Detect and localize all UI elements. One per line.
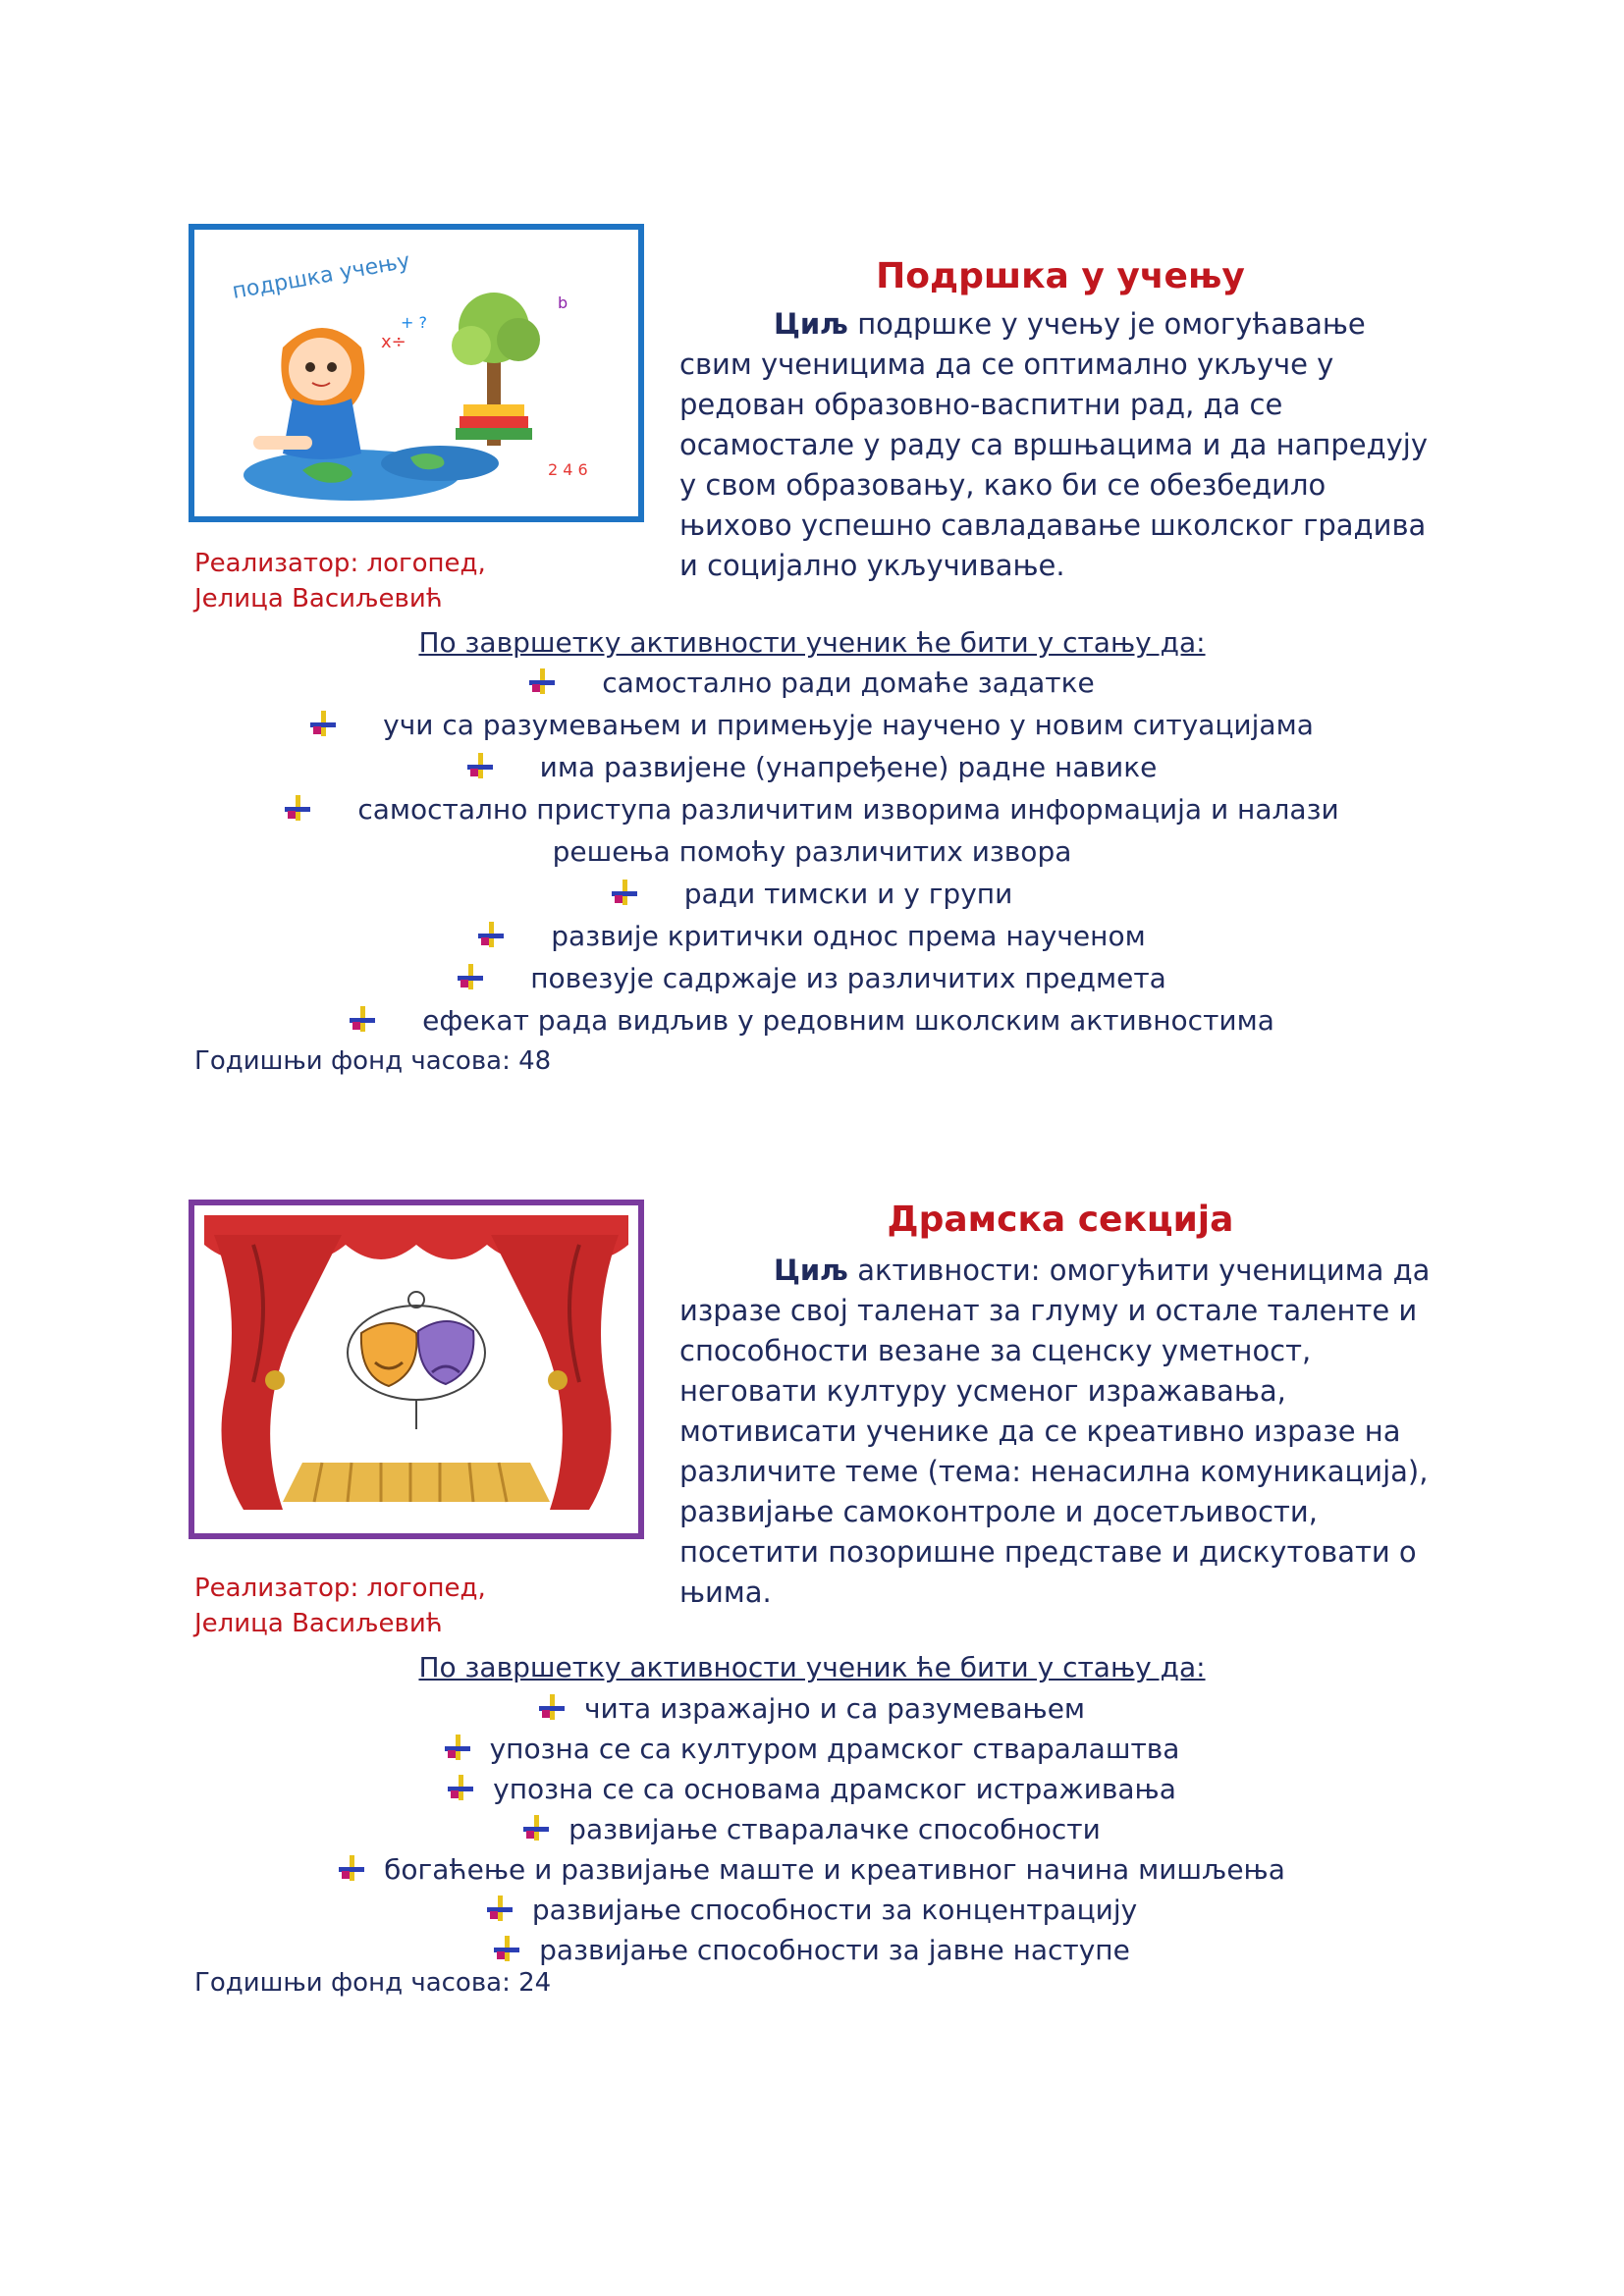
- author-name: Јелица Васиљевић: [194, 584, 443, 614]
- drama-illustration: [189, 1200, 644, 1539]
- bullet-icon: [529, 668, 555, 694]
- outcomes-list: [0, 1688, 1624, 1970]
- goal-text: активности: омогућити ученицима да изразе свој таленат за глуму и остале таленте и способности везане за сценску уметност, неговати културу усменог изражавања, мотивисати ученике да се креативно изразе на различите теме (тема: ненасилна комуникација), развијање самоконтроле и досетљивости, посетити позоришне представе и дискутовати о њима.: [679, 1254, 1431, 1609]
- goal-paragraph: [679, 304, 1435, 586]
- bullet-icon: [310, 711, 336, 736]
- bullet-icon: [458, 964, 483, 989]
- author: [194, 1571, 486, 1641]
- bullet-icon: [350, 1006, 375, 1032]
- author-name: Јелица Васиљевић: [194, 1609, 443, 1638]
- list-item: ефекат рада видљив у редовним школским активностима: [0, 999, 1624, 1041]
- svg-text:b: b: [558, 294, 568, 312]
- annual-hours: Годишњи фонд часова: 48: [194, 1046, 552, 1076]
- bullet-icon: [487, 1896, 513, 1921]
- bullet-icon: [445, 1735, 470, 1760]
- outcomes-list: [0, 662, 1624, 1041]
- author: [194, 546, 486, 616]
- list-item: богаћење и развијање маште и креативног начина мишљења: [0, 1849, 1624, 1890]
- list-item: чита изражајно и са разумевањем: [0, 1688, 1624, 1729]
- list-item: упозна се са основама драмског истраживања: [0, 1769, 1624, 1809]
- section-title: Подршка у учењу: [876, 256, 1245, 296]
- list-item: ради тимски и у групи: [0, 873, 1624, 915]
- goal-lead: Циљ: [774, 1254, 848, 1287]
- list-item: има развијене (унапређене) радне навике: [0, 746, 1624, 788]
- list-item: учи са разумевањем и примењује научено у новим ситуацијама: [0, 704, 1624, 746]
- list-item: развије критички однос према наученом: [0, 915, 1624, 957]
- bullet-icon: [523, 1815, 549, 1841]
- bullet-icon: [478, 922, 504, 947]
- bullet-icon: [612, 880, 637, 905]
- bullet-icon: [494, 1936, 519, 1961]
- illustration-caption: подршка учењу: [230, 248, 412, 304]
- goal-text: подршке у учењу је омогућавање свим ученицима да се оптимално укључе у редован образовно-васпитни рад, да се осамостале у раду са вршњацима и да напредују у свом образовању, како би се обезбедило њихово успешно савладавање школског градива и социјално укључивање.: [679, 307, 1429, 582]
- svg-text:2 4 6: 2 4 6: [548, 460, 588, 479]
- goal-paragraph: [679, 1251, 1435, 1613]
- outcomes-heading: По завршетку активности ученик ће бити у стању да:: [418, 1651, 1206, 1683]
- bullet-icon: [467, 753, 493, 778]
- list-item: самостално приступа различитим изворима информација и налази решења помоћу различитих извора: [0, 788, 1624, 873]
- goal-lead: Циљ: [774, 307, 848, 341]
- author-role: Реализатор: логопед,: [194, 1574, 486, 1603]
- learning-support-illustration: [189, 224, 644, 522]
- bullet-icon: [539, 1694, 565, 1720]
- list-item: упозна се са културом драмског стваралаштва: [0, 1729, 1624, 1769]
- section-title: Драмска секција: [887, 1200, 1234, 1240]
- list-item: развијање стваралачке способности: [0, 1809, 1624, 1849]
- annual-hours: Годишњи фонд часова: 24: [194, 1968, 552, 1998]
- list-item: развијање способности за јавне наступе: [0, 1930, 1624, 1970]
- list-item: повезује садржаје из различитих предмета: [0, 957, 1624, 999]
- outcomes-heading: По завршетку активности ученик ће бити у стању да:: [418, 626, 1206, 659]
- bullet-icon: [285, 795, 310, 821]
- list-item: развијање способности за концентрацију: [0, 1890, 1624, 1930]
- svg-text:x÷: x÷: [381, 332, 406, 352]
- svg-text:+ ?: + ?: [401, 313, 427, 332]
- author-role: Реализатор: логопед,: [194, 549, 486, 578]
- bullet-icon: [339, 1855, 364, 1881]
- list-item: самостално ради домаће задатке: [0, 662, 1624, 704]
- bullet-icon: [448, 1775, 473, 1800]
